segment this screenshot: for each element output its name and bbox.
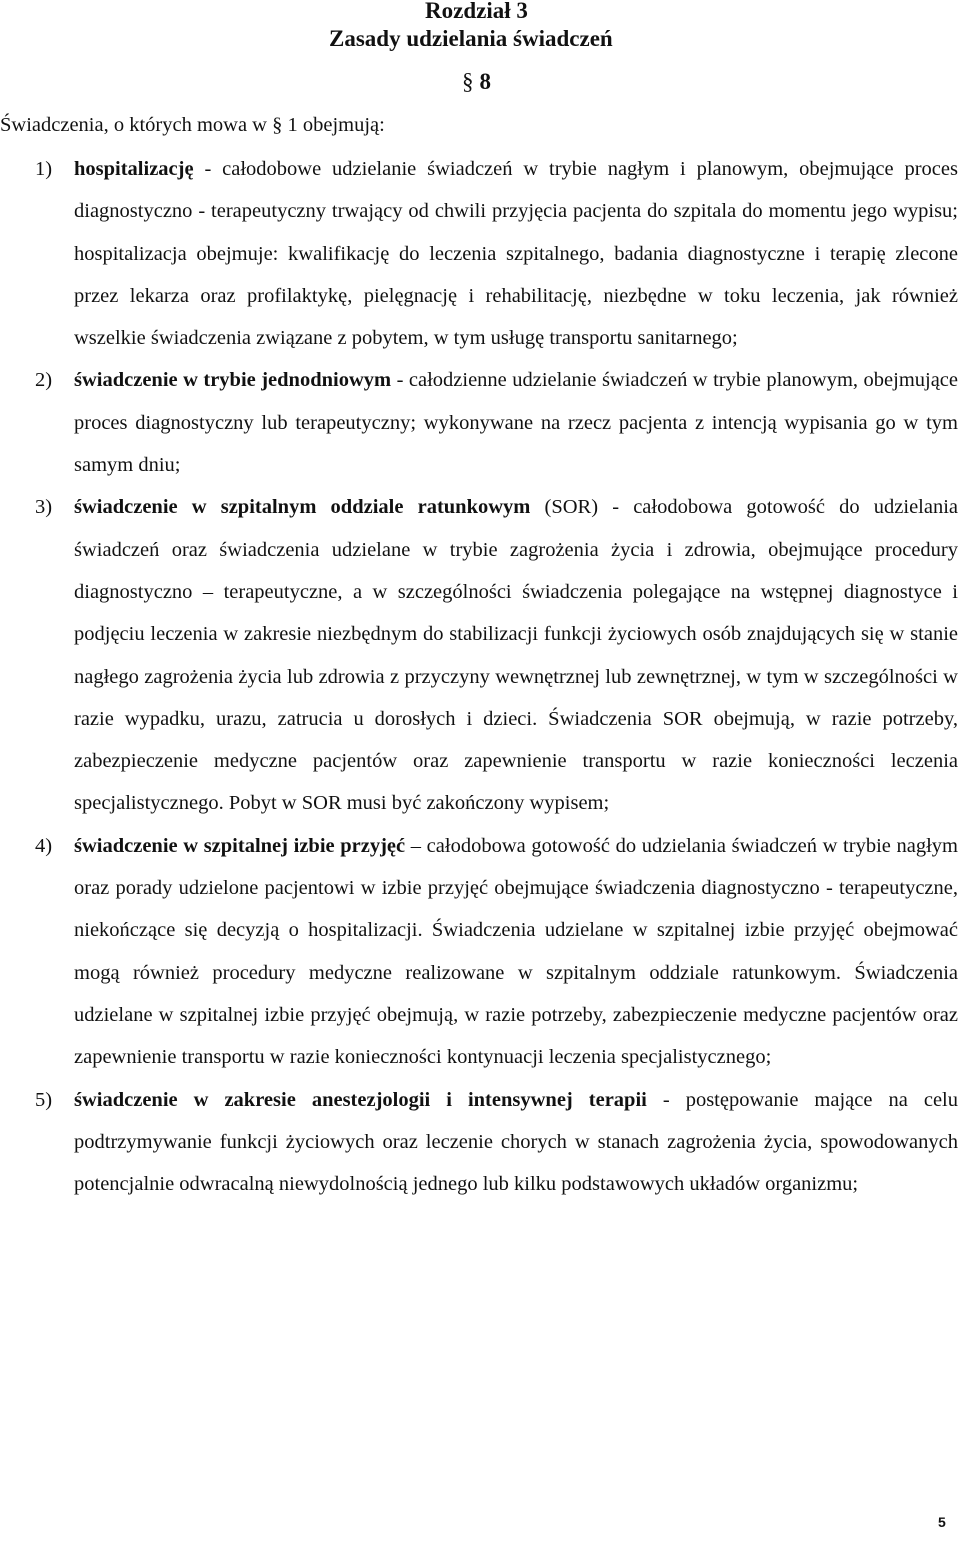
item-body [74,1079,958,1206]
section-sign: § [462,69,474,94]
item-body [74,825,958,1079]
item-term: hospitalizację [74,158,194,180]
list-item [0,1079,960,1206]
item-body [74,486,958,824]
list-item [0,359,960,486]
intro-sentence: Świadczenia, o których mowa w § 1 obejmują: [0,114,385,136]
item-number: 3) [35,496,53,519]
item-text: – całodobowa gotowość do udzielania świadczeń w trybie nagłym oraz porady udzielone pacjentowi w izbie przyjęć obejmujące świadczenia diagnostyczno - terapeutyczne, niekończące się decyzją o hospitalizacji. Świadczenia udzielane w szpitalnej izbie przyjęć obejmować mogą również procedury medyczne realizowane w szpitalnym oddziale ratunkowym. Świadczenia udzielane w szpitalnej izbie przyjęć obejmują, w razie potrzeby, zabezpieczenie medyczne pacjentów oraz zapewnienie transportu w razie konieczności kontynuacji leczenia specjalistycznego; [74,834,959,1069]
section-heading [462,68,491,96]
item-text: - całodobowe udzielanie świadczeń w trybie nagłym i planowym, obejmujące proces diagnostyczno - terapeutyczny trwający od chwili przyjęcia pacjenta do szpitala do momentu jego wypisu; hospitalizacja obejmuje: kwalifikację do leczenia szpitalnego, badania diagnostyczne i terapię zlecone przez lekarza oraz profilaktykę, pielęgnację i rehabilitację, niezbędne w toku leczenia, jak również wszelkie świadczenia związane z pobytem, w tym usługę transportu sanitarnego; [74,158,958,350]
item-number: 1) [35,158,53,180]
item-term: świadczenie w trybie jednodniowym [74,369,392,392]
section-number: 8 [479,69,491,94]
list-item [0,148,960,359]
item-term: świadczenie w szpitalnym oddziale ratunkowym [74,496,531,519]
item-number: 2) [35,369,53,392]
chapter-title: Zasady udzielania świadczeń [329,26,613,51]
services-list [0,148,960,1205]
item-term: świadczenie w szpitalnej izbie przyjęć [74,834,406,857]
item-body [74,148,958,359]
page-number: 5 [938,1514,946,1530]
item-text: (SOR) - całodobowa gotowość do udzielania świadczeń oraz świadczenia udzielane w trybie zagrożenia życia i zdrowia, obejmujące procedury diagnostyczno – terapeutyczne, a w szczególności świadczenia polegające na wstępnej diagnostyce i podjęciu leczenia w zakresie niezbędnym do stabilizacji funkcji życiowych osób znajdujących się w stanie nagłego zagrożenia życia lub zdrowia z przyczyny wewnętrznej lub zewnętrznej, w tym w szczególności w razie wypadku, urazu, zatrucia u dorosłych i dzieci. Świadczenia SOR obejmują, w razie potrzeby, zabezpieczenie medyczne pacjentów oraz zapewnienie transportu w razie konieczności leczenia specjalistycznego. Pobyt w SOR musi być zakończony wypisem; [74,496,959,815]
item-text: - postępowanie mające na celu podtrzymywanie funkcji życiowych oraz leczenie chorych w stanach zagrożenia życia, spowodowanych potencjalnie odwracalną niewydolnością jednego lub kilku podstawowych układów organizmu; [74,1088,958,1196]
item-number: 5) [35,1088,53,1111]
item-number: 4) [35,834,53,857]
item-text: - całodzienne udzielanie świadczeń w trybie planowym, obejmujące proces diagnostyczny lub terapeutyczny; wykonywane na rzecz pacjenta z intencją wypisania go w tym samym dniu; [74,369,959,477]
list-item [0,825,960,1079]
chapter-heading: Rozdział 3 [425,0,528,23]
list-item [0,486,960,824]
item-body [74,359,958,486]
item-term: świadczenie w zakresie anestezjologii i intensywnej terapii [74,1088,647,1111]
